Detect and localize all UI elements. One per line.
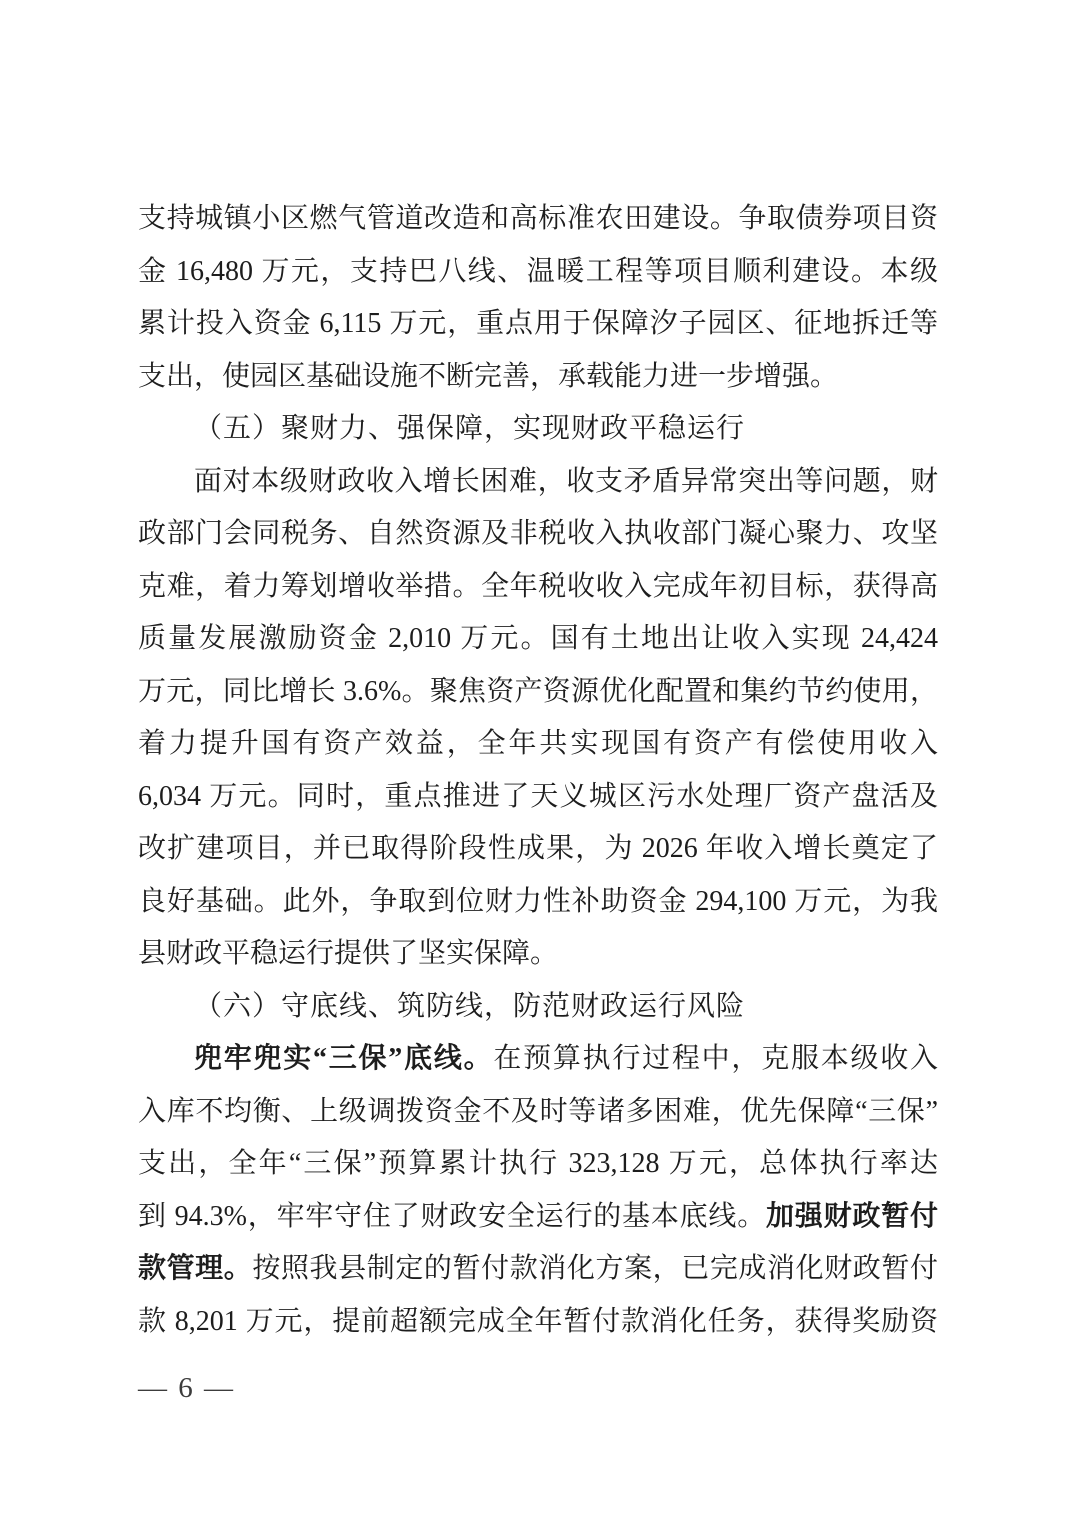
- text-line: [138, 1086, 938, 1139]
- text-line: [138, 1243, 938, 1296]
- text-line: [138, 981, 938, 1034]
- text-segment: （六）守底线、筑防线，防范财政运行风险: [194, 990, 746, 1022]
- text-line: [138, 876, 938, 929]
- text-segment: 政部门会同税务、自然资源及非税收入执收部门凝心聚力、攻坚: [138, 518, 938, 549]
- text-line: [138, 928, 938, 981]
- text-line: [138, 456, 938, 509]
- text-segment: 改扩建项目，并已取得阶段性成果，为 2026 年收入增长奠定了: [138, 833, 938, 864]
- text-line: [138, 561, 938, 614]
- text-line: [138, 1191, 938, 1244]
- text-line: [138, 298, 938, 351]
- text-line: [138, 1138, 938, 1191]
- text-segment: 入库不均衡、上级调拨资金不及时等诸多困难，优先保障“三保”: [138, 1095, 938, 1127]
- text-segment: 县财政平稳运行提供了坚实保障。: [138, 938, 559, 969]
- text-line: [138, 718, 938, 771]
- text-segment: 6,034 万元。同时，重点推进了天义城区污水处理厂资产盘活及: [138, 780, 938, 812]
- text-line: [138, 613, 938, 666]
- text-segment: 金 16,480 万元，支持巴八线、温暖工程等项目顺利建设。本级: [138, 255, 938, 287]
- text-line: [138, 508, 938, 561]
- page-number: [138, 1368, 235, 1408]
- text-line: [138, 403, 938, 456]
- text-line: [138, 823, 938, 876]
- text-segment: 万元，同比增长 3.6%。聚焦资产资源优化配置和集约节约使用，: [138, 675, 938, 707]
- text-segment: 款 8,201 万元，提前超额完成全年暂付款消化任务，获得奖励资: [138, 1305, 938, 1337]
- text-segment: 到 94.3%，牢牢守住了财政安全运行的基本底线。: [138, 1200, 767, 1232]
- text-segment: 支出，全年“三保”预算累计执行 323,128 万元，总体执行率达: [138, 1148, 938, 1179]
- bold-text-segment: 款管理。: [138, 1253, 253, 1284]
- text-segment: 质量发展激励资金 2,010 万元。国有土地出让收入实现 24,424: [138, 623, 938, 654]
- text-line: [138, 1033, 938, 1086]
- page-number-label: — 6 —: [138, 1372, 235, 1404]
- text-segment: 在预算执行过程中，克服本级收入: [493, 1043, 938, 1074]
- text-segment: 着力提升国有资产效益，全年共实现国有资产有偿使用收入: [138, 728, 938, 759]
- section-heading-6: [138, 981, 938, 1034]
- text-line: [138, 193, 938, 246]
- paragraph-bond-projects: [138, 193, 938, 403]
- paragraph-risk-prevention: [138, 1033, 938, 1348]
- text-segment: （五）聚财力、强保障，实现财政平稳运行: [194, 413, 746, 444]
- text-line: [138, 246, 938, 299]
- paragraph-revenue-stability: [138, 456, 938, 981]
- text-line: [138, 771, 938, 824]
- bold-text-segment: 兜牢兜实“三保”底线。: [194, 1043, 494, 1074]
- text-segment: 支出，使园区基础设施不断完善，承载能力进一步增强。: [138, 360, 839, 392]
- text-segment: 支持城镇小区燃气管道改造和高标准农田建设。争取债券项目资: [138, 203, 938, 234]
- document-body: [138, 193, 938, 1348]
- bold-text-segment: 加强财政暂付: [766, 1200, 938, 1232]
- text-line: [138, 666, 938, 719]
- text-segment: 面对本级财政收入增长困难，收支矛盾异常突出等问题，财: [194, 465, 938, 497]
- text-segment: 良好基础。此外，争取到位财力性补助资金 294,100 万元，为我: [138, 885, 938, 917]
- text-segment: 累计投入资金 6,115 万元，重点用于保障汐子园区、征地拆迁等: [138, 308, 938, 339]
- text-line: [138, 1296, 938, 1349]
- text-line: [138, 351, 938, 404]
- text-segment: 按照我县制定的暂付款消化方案，已完成消化财政暂付: [252, 1253, 938, 1284]
- section-heading-5: [138, 403, 938, 456]
- text-segment: 克难，着力筹划增收举措。全年税收收入完成年初目标，获得高: [138, 570, 938, 602]
